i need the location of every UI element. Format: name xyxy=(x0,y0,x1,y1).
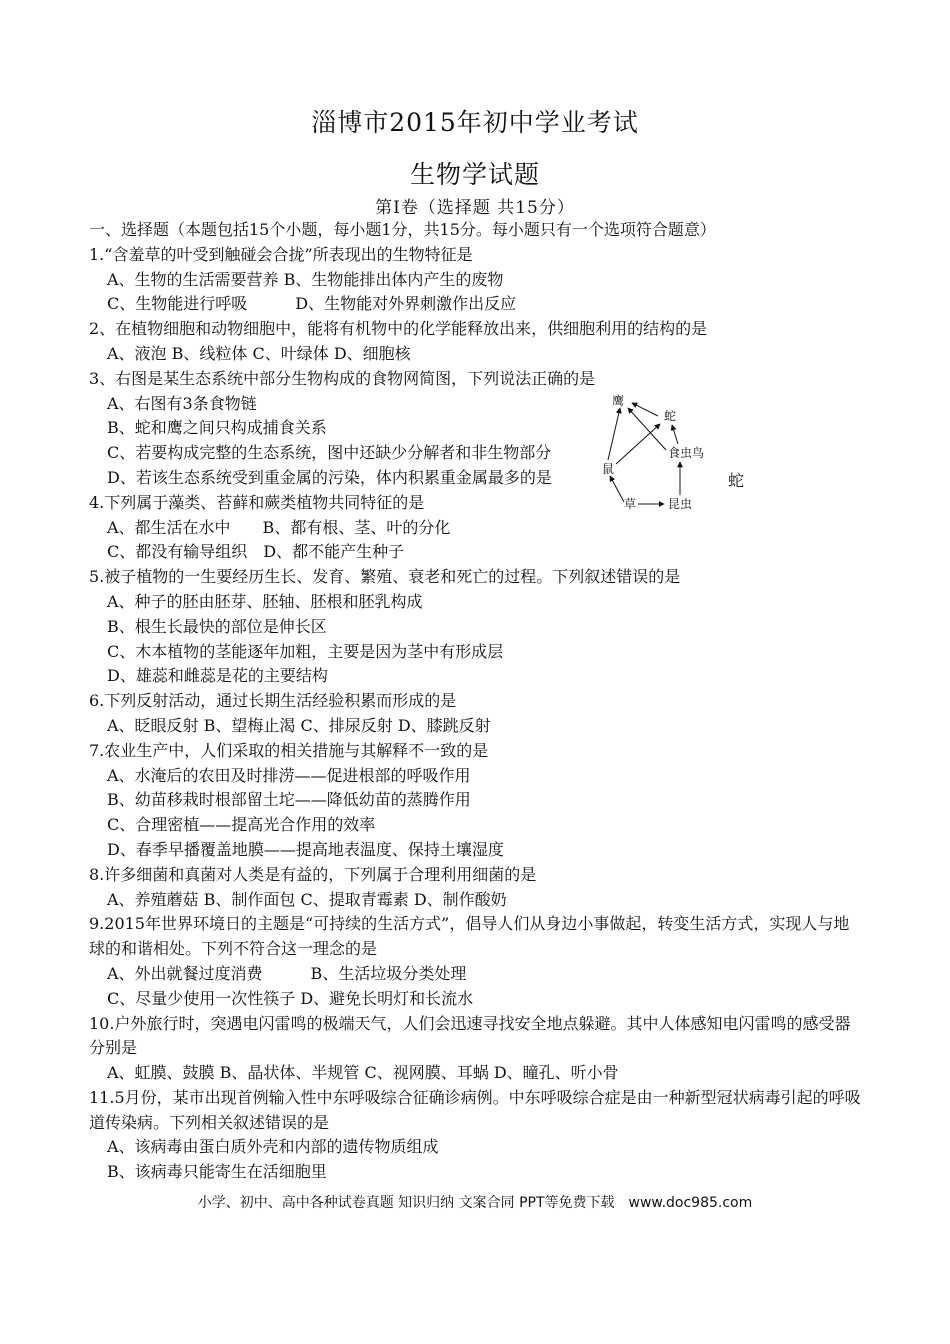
question-1-stem: 1.“含羞草的叶受到触碰会合拢”所表现出的生物特征是 xyxy=(89,244,473,264)
question-2-option-line: A、液泡 B、线粒体 C、叶绿体 D、细胞核 xyxy=(107,343,411,363)
question-10-option-line: A、虹膜、鼓膜 B、晶状体、半规管 C、视网膜、耳蜗 D、瞳孔、听小骨 xyxy=(107,1063,619,1083)
question-6-option-line: A、眨眼反射 B、望梅止渴 C、排尿反射 D、膝跳反射 xyxy=(107,715,491,735)
arrow-mouse-to-eagle xyxy=(608,408,620,460)
question-5-option-line: A、种子的胚由胚芽、胚轴、胚根和胚乳构成 xyxy=(107,591,423,611)
arrow-mouse-to-snake xyxy=(616,424,660,464)
question-3-option-line: C、若要构成完整的生态系统，图中还缺少分解者和非生物部分 xyxy=(107,443,552,463)
section-heading: 第Ⅰ卷（选择题 共15分） xyxy=(375,198,575,218)
question-6-stem: 6.下列反射活动，通过长期生活经验积累而形成的是 xyxy=(89,691,457,711)
question-4-stem: 4.下列属于藻类、苔藓和蕨类植物共同特征的是 xyxy=(89,492,425,512)
question-3-option-line: D、若该生态系统受到重金属的污染，体内积累重金属最多的是 xyxy=(107,467,552,487)
page-subtitle: 生物学试题 xyxy=(409,160,540,189)
node-grass: 草 xyxy=(623,497,637,511)
question-5-option-line: D、雄蕊和雌蕊是花的主要结构 xyxy=(107,666,328,686)
question-2-stem: 2、在植物细胞和动物细胞中，能将有机物中的化学能释放出来，供细胞利用的结构的是 xyxy=(89,319,708,339)
question-3-option-line: B、蛇和鹰之间只构成捕食关系 xyxy=(107,418,327,438)
question-5-option-line: B、根生长最快的部位是伸长区 xyxy=(107,616,327,636)
node-insect: 昆虫 xyxy=(667,497,693,511)
question-3-trailing-word: 蛇 xyxy=(728,471,745,490)
question-9-option-line: C、尽量少使用一次性筷子 D、避免长明灯和长流水 xyxy=(107,988,474,1008)
question-10-stem: 10.户外旅行时，突遇电闪雷鸣的极端天气，人们会迅速寻找安全地点躲避。其中人体感知电闪雷鸣的感受器分别是 xyxy=(89,1013,851,1058)
arrow-snake-to-eagle xyxy=(632,403,658,416)
question-4-option-line: C、都没有输导组织 D、都不能产生种子 xyxy=(107,542,405,562)
food-web-diagram xyxy=(596,392,714,512)
question-7-option-line: A、水淹后的农田及时排涝——促进根部的呼吸作用 xyxy=(107,765,471,785)
question-8-option-line: A、养殖蘑菇 B、制作面包 C、提取青霉素 D、制作酸奶 xyxy=(107,889,507,909)
question-list xyxy=(89,218,865,1185)
question-7-option-line: B、幼苗移栽时根部留土坨——降低幼苗的蒸腾作用 xyxy=(107,790,471,810)
arrow-grass-to-mouse xyxy=(610,476,624,502)
question-9-option-line: A、外出就餐过度消费 B、生活垃圾分类处理 xyxy=(107,963,467,983)
question-11-stem: 11.5月份，某市出现首例输入性中东呼吸综合征确诊病例。中东呼吸综合症是由一种新型冠状病毒引起的呼吸道传染病。下列相关叙述错误的是 xyxy=(89,1087,861,1132)
question-7-stem: 7.农业生产中，人们采取的相关措施与其解释不一致的是 xyxy=(89,740,489,760)
question-4-option-line: A、都生活在水中 B、都有根、茎、叶的分化 xyxy=(107,517,451,537)
node-insectivorous-bird: 食虫鸟 xyxy=(667,446,705,460)
question-5-option-line: C、木本植物的茎能逐年加粗，主要是因为茎中有形成层 xyxy=(107,641,504,661)
question-9-stem: 9.2015年世界环境日的主题是“可持续的生活方式”，倡导人们从身边小事做起，转变生活方式，实现人与地球的和谐相处。下列不符合这一理念的是 xyxy=(89,914,850,959)
question-1-option-line: C、生物能进行呼吸 D、生物能对外界刺激作出反应 xyxy=(107,294,517,314)
question-11-option-line: B、该病毒只能寄生在活细胞里 xyxy=(107,1162,327,1182)
question-7-option-line: D、春季早播覆盖地膜——提高地表温度、保持土壤湿度 xyxy=(107,839,504,859)
node-snake: 蛇 xyxy=(663,409,677,423)
question-8-stem: 8.许多细菌和真菌对人类是有益的，下列属于合理利用细菌的是 xyxy=(89,864,537,884)
question-11-option-line: A、该病毒由蛋白质外壳和内部的遗传物质组成 xyxy=(107,1137,439,1157)
arrow-bird-to-snake xyxy=(672,425,678,444)
node-eagle: 鹰 xyxy=(611,394,625,408)
page-title: 淄博市2015年初中学业考试 xyxy=(311,108,639,137)
instruction-text: 一、选择题（本题包括15个小题，每小题1分，共15分。每小题只有一个选项符合题意） xyxy=(89,220,716,239)
question-3-option-line: A、右图有3条食物链 xyxy=(107,393,257,413)
question-3-stem: 3、右图是某生态系统中部分生物构成的食物网简图，下列说法正确的是 xyxy=(89,368,596,388)
node-mouse: 鼠 xyxy=(601,462,615,476)
question-1-option-line: A、生物的生活需要营养 B、生物能排出体内产生的废物 xyxy=(107,269,504,289)
question-7-option-line: C、合理密植——提高光合作用的效率 xyxy=(107,815,376,835)
question-5-stem: 5.被子植物的一生要经历生长、发育、繁殖、衰老和死亡的过程。下列叙述错误的是 xyxy=(89,567,681,587)
arrow-bird-to-eagle xyxy=(628,408,666,450)
footer-text: 小学、初中、高中各种试卷真题 知识归纳 文案合同 PPT等免费下载 www.doc985.com xyxy=(197,1195,753,1211)
